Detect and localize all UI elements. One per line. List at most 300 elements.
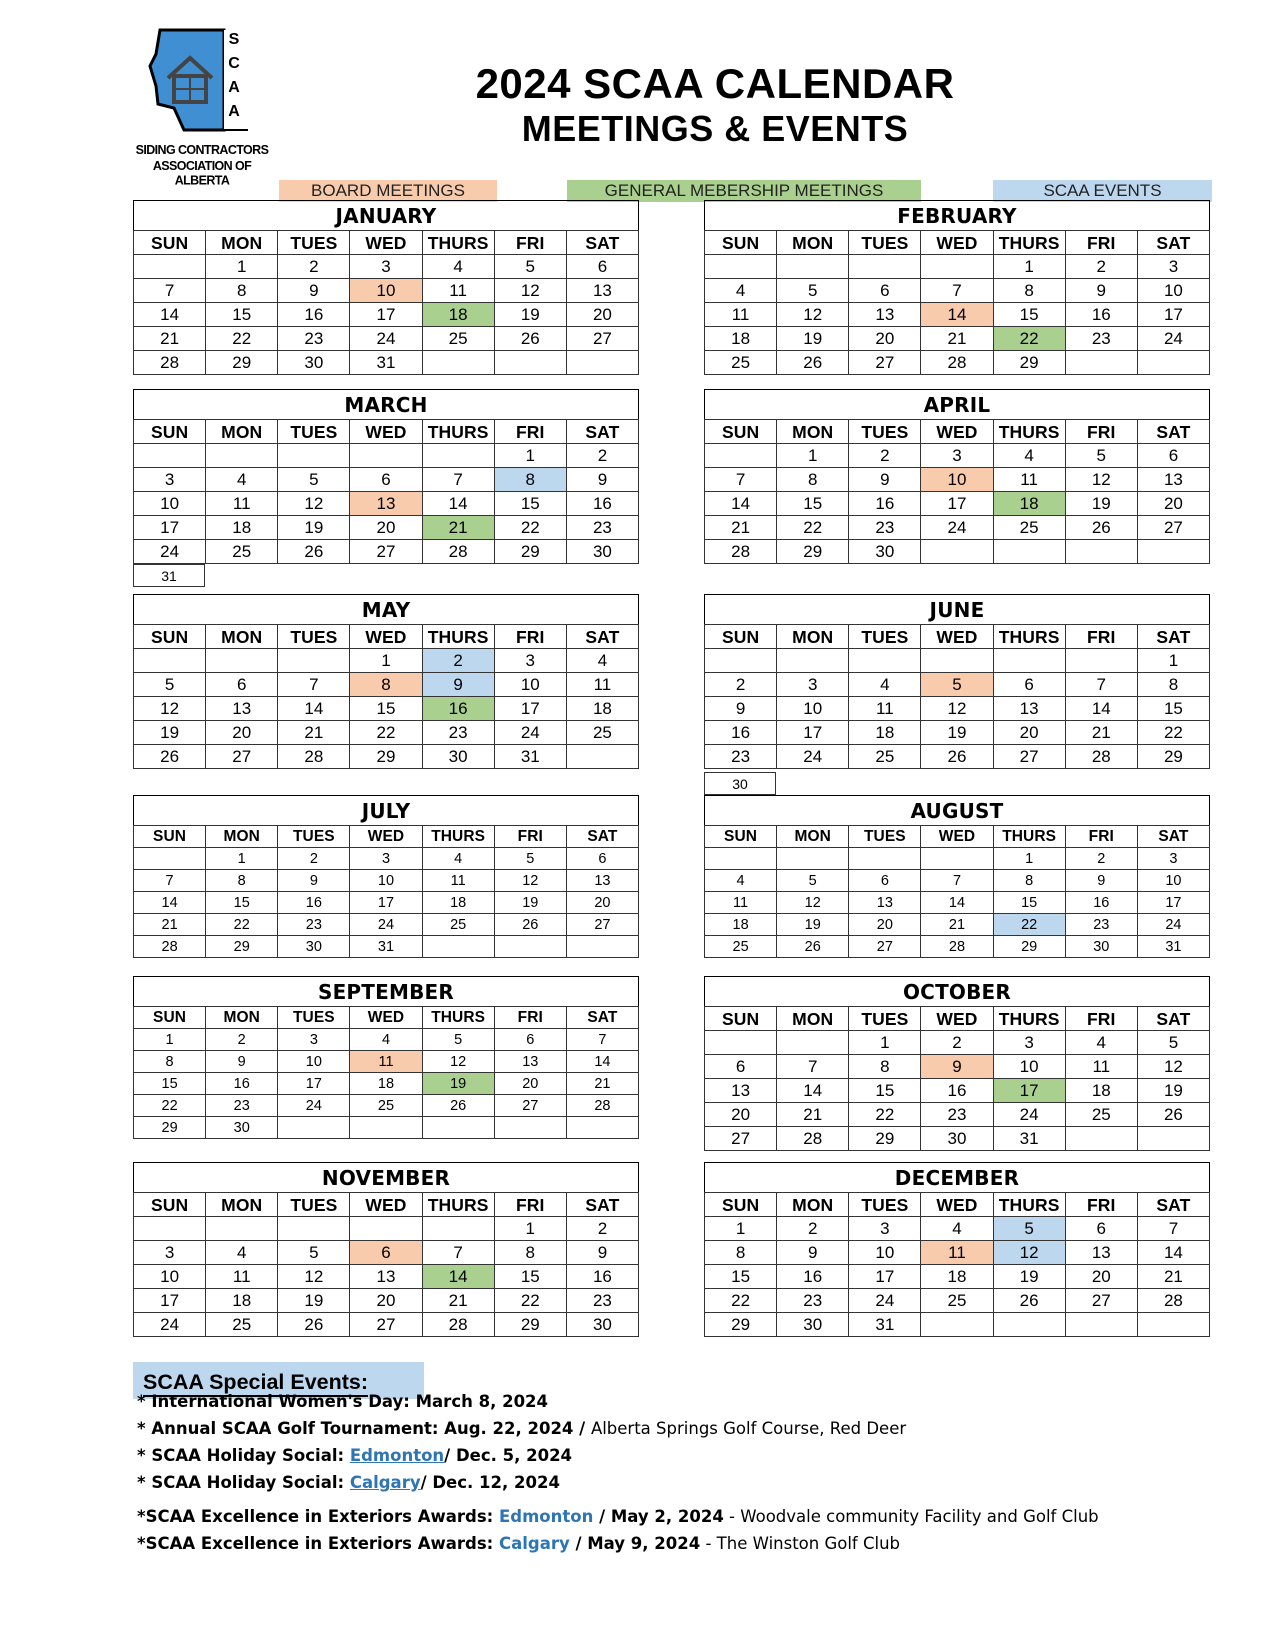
day-cell: 2 — [278, 255, 350, 279]
weekday-header: MON — [777, 231, 849, 255]
day-cell — [1065, 351, 1137, 375]
day-cell: 23 — [566, 516, 638, 540]
month-may — [133, 594, 639, 769]
day-cell: 28 — [422, 540, 494, 564]
day-cell: 8 — [206, 870, 278, 892]
event-text: / May 9, 2024 — [569, 1534, 701, 1553]
day-cell: 28 — [921, 351, 993, 375]
day-cell: 27 — [1137, 516, 1209, 540]
day-cell: 22 — [350, 721, 422, 745]
day-cell: 31 — [993, 1127, 1065, 1151]
day-cell — [705, 848, 777, 870]
day-cell: 9 — [849, 468, 921, 492]
day-cell: 27 — [350, 1313, 422, 1337]
day-cell: 4 — [566, 649, 638, 673]
day-cell: 10 — [849, 1241, 921, 1265]
city-link[interactable]: Calgary — [349, 1473, 421, 1492]
day-cell: 2 — [566, 1217, 638, 1241]
weekday-header: TUES — [278, 1193, 350, 1217]
city-link: Calgary — [499, 1534, 570, 1553]
weekday-header: MON — [206, 231, 278, 255]
event-text: * Annual SCAA Golf Tournament: Aug. 22, 2024 / — [137, 1419, 591, 1438]
day-cell: 10 — [278, 1051, 350, 1073]
day-cell: 6 — [993, 673, 1065, 697]
day-cell: 1 — [993, 848, 1065, 870]
day-cell — [849, 649, 921, 673]
day-cell — [566, 745, 638, 769]
day-cell: 23 — [206, 1095, 278, 1117]
day-cell: 20 — [206, 721, 278, 745]
weekday-header: TUES — [278, 231, 350, 255]
day-cell — [494, 936, 566, 958]
day-cell: 17 — [849, 1265, 921, 1289]
day-cell: 27 — [705, 1127, 777, 1151]
event-text: Alberta Springs Golf Course, Red Deer — [590, 1419, 907, 1438]
event-text: / May 2, 2024 — [593, 1507, 724, 1526]
weekday-header: MON — [206, 625, 278, 649]
day-cell — [422, 1217, 494, 1241]
day-cell: 11 — [705, 303, 777, 327]
weekday-header: SAT — [566, 625, 638, 649]
day-cell: 26 — [777, 936, 849, 958]
day-cell — [1137, 1127, 1209, 1151]
day-cell: 19 — [921, 721, 993, 745]
day-cell: 8 — [494, 1241, 566, 1265]
day-cell — [921, 848, 993, 870]
june-extra-day: 30 — [704, 772, 776, 795]
day-cell: 4 — [206, 1241, 278, 1265]
day-cell: 25 — [566, 721, 638, 745]
day-cell: 1 — [1137, 649, 1209, 673]
month-title: FEBRUARY — [704, 200, 1210, 230]
day-cell: 16 — [849, 492, 921, 516]
day-cell: 1 — [494, 1217, 566, 1241]
day-cell: 25 — [350, 1095, 422, 1117]
day-cell: 25 — [422, 327, 494, 351]
day-cell: 15 — [1137, 697, 1209, 721]
day-cell: 9 — [566, 468, 638, 492]
weekday-header: FRI — [494, 625, 566, 649]
day-cell: 4 — [921, 1217, 993, 1241]
day-cell: 2 — [566, 444, 638, 468]
day-cell: 28 — [1137, 1289, 1209, 1313]
day-cell: 27 — [849, 936, 921, 958]
day-cell: 26 — [134, 745, 206, 769]
day-cell: 29 — [993, 351, 1065, 375]
day-cell: 4 — [350, 1029, 422, 1051]
day-cell: 4 — [206, 468, 278, 492]
weekday-header: MON — [206, 420, 278, 444]
day-cell: 30 — [921, 1127, 993, 1151]
day-cell — [1065, 1313, 1137, 1337]
logo-letter-s: S — [228, 31, 240, 48]
day-cell: 22 — [993, 327, 1065, 351]
weekday-header: SAT — [566, 1193, 638, 1217]
day-cell: 12 — [494, 870, 566, 892]
day-cell: 21 — [134, 914, 206, 936]
weekday-header: WED — [921, 1193, 993, 1217]
day-cell: 22 — [1137, 721, 1209, 745]
day-cell — [705, 255, 777, 279]
day-cell: 21 — [566, 1073, 638, 1095]
day-cell: 18 — [1065, 1079, 1137, 1103]
day-cell — [993, 540, 1065, 564]
day-cell: 29 — [494, 1313, 566, 1337]
day-cell: 14 — [566, 1051, 638, 1073]
day-cell: 24 — [134, 1313, 206, 1337]
day-cell — [494, 1117, 566, 1139]
day-cell: 15 — [206, 303, 278, 327]
day-cell: 11 — [422, 870, 494, 892]
day-cell: 20 — [849, 914, 921, 936]
special-events-title: SCAA Special Events: — [133, 1362, 424, 1399]
day-cell: 8 — [993, 279, 1065, 303]
day-cell: 4 — [705, 870, 777, 892]
day-cell: 21 — [1065, 721, 1137, 745]
day-cell: 9 — [278, 279, 350, 303]
day-cell — [350, 444, 422, 468]
legend-scaa-events: SCAA EVENTS — [993, 180, 1212, 202]
day-cell: 7 — [1065, 673, 1137, 697]
day-cell: 8 — [494, 468, 566, 492]
day-cell: 28 — [134, 936, 206, 958]
day-cell: 31 — [350, 351, 422, 375]
weekday-header: MON — [206, 826, 278, 848]
day-cell: 9 — [422, 673, 494, 697]
weekday-header: SUN — [705, 420, 777, 444]
day-cell: 29 — [1137, 745, 1209, 769]
day-cell — [422, 444, 494, 468]
day-cell: 5 — [777, 279, 849, 303]
day-cell: 10 — [494, 673, 566, 697]
day-cell: 18 — [206, 516, 278, 540]
day-cell: 4 — [849, 673, 921, 697]
day-cell: 11 — [993, 468, 1065, 492]
day-cell: 15 — [705, 1265, 777, 1289]
month-title: NOVEMBER — [133, 1162, 639, 1192]
day-cell: 19 — [134, 721, 206, 745]
day-cell: 2 — [849, 444, 921, 468]
day-cell: 18 — [350, 1073, 422, 1095]
day-cell: 12 — [993, 1241, 1065, 1265]
day-cell: 20 — [849, 327, 921, 351]
day-cell: 3 — [849, 1217, 921, 1241]
day-cell: 21 — [921, 327, 993, 351]
day-cell: 28 — [278, 745, 350, 769]
day-cell: 8 — [705, 1241, 777, 1265]
logo-letter-a2: A — [228, 103, 240, 120]
day-cell: 8 — [134, 1051, 206, 1073]
day-cell: 26 — [494, 914, 566, 936]
weekday-header: THURS — [993, 625, 1065, 649]
day-cell: 17 — [1137, 303, 1209, 327]
day-cell: 21 — [1137, 1265, 1209, 1289]
day-cell: 13 — [494, 1051, 566, 1073]
weekday-header: MON — [206, 1193, 278, 1217]
city-link[interactable]: Edmonton — [349, 1446, 445, 1465]
weekday-header: SUN — [134, 1007, 206, 1029]
day-cell: 28 — [422, 1313, 494, 1337]
day-cell: 19 — [422, 1073, 494, 1095]
weekday-header: FRI — [1065, 231, 1137, 255]
day-cell: 14 — [422, 492, 494, 516]
day-cell: 28 — [1065, 745, 1137, 769]
day-cell — [849, 848, 921, 870]
day-cell: 11 — [1065, 1055, 1137, 1079]
day-cell: 10 — [350, 279, 422, 303]
day-cell — [777, 1031, 849, 1055]
page-title: 2024 SCAA CALENDAR — [475, 60, 955, 107]
month-july — [133, 795, 639, 958]
day-cell: 19 — [494, 303, 566, 327]
day-cell: 26 — [993, 1289, 1065, 1313]
day-cell: 8 — [777, 468, 849, 492]
weekday-header: WED — [350, 826, 422, 848]
day-cell: 10 — [350, 870, 422, 892]
day-cell: 30 — [777, 1313, 849, 1337]
day-cell: 27 — [566, 327, 638, 351]
weekday-header: FRI — [1065, 826, 1137, 848]
day-cell: 16 — [1065, 892, 1137, 914]
day-cell: 1 — [705, 1217, 777, 1241]
day-cell: 2 — [422, 649, 494, 673]
day-cell: 23 — [422, 721, 494, 745]
day-cell: 28 — [921, 936, 993, 958]
weekday-header: THURS — [422, 1193, 494, 1217]
month-november — [133, 1162, 639, 1337]
day-cell: 3 — [1137, 848, 1209, 870]
day-cell — [134, 649, 206, 673]
day-cell: 23 — [777, 1289, 849, 1313]
day-cell: 27 — [566, 914, 638, 936]
day-cell: 3 — [993, 1031, 1065, 1055]
day-cell — [422, 936, 494, 958]
day-cell: 19 — [777, 914, 849, 936]
month-title: MARCH — [133, 389, 639, 419]
scaa-logo — [128, 26, 276, 188]
day-cell: 6 — [705, 1055, 777, 1079]
day-cell: 22 — [494, 1289, 566, 1313]
weekday-header: MON — [206, 1007, 278, 1029]
day-cell: 14 — [278, 697, 350, 721]
day-cell: 28 — [705, 540, 777, 564]
weekday-header: THURS — [993, 826, 1065, 848]
day-cell — [777, 255, 849, 279]
special-event-5 — [137, 1507, 1099, 1526]
day-cell — [566, 936, 638, 958]
day-cell: 12 — [921, 697, 993, 721]
weekday-header: MON — [777, 420, 849, 444]
day-cell: 11 — [566, 673, 638, 697]
day-cell — [1137, 540, 1209, 564]
day-cell: 18 — [993, 492, 1065, 516]
weekday-header: WED — [921, 625, 993, 649]
month-september — [133, 976, 639, 1139]
day-cell: 18 — [849, 721, 921, 745]
day-cell — [777, 848, 849, 870]
day-cell: 30 — [206, 1117, 278, 1139]
day-cell: 4 — [1065, 1031, 1137, 1055]
logo-letter-a1: A — [228, 79, 240, 96]
day-cell: 10 — [993, 1055, 1065, 1079]
month-january — [133, 200, 639, 375]
day-cell: 4 — [422, 848, 494, 870]
day-cell: 25 — [705, 351, 777, 375]
day-cell: 16 — [921, 1079, 993, 1103]
weekday-header: SUN — [705, 1193, 777, 1217]
day-cell: 18 — [422, 892, 494, 914]
day-cell: 17 — [1137, 892, 1209, 914]
day-cell: 21 — [777, 1103, 849, 1127]
weekday-header: WED — [921, 231, 993, 255]
day-cell: 22 — [849, 1103, 921, 1127]
weekday-header: TUES — [849, 1193, 921, 1217]
day-cell: 16 — [1065, 303, 1137, 327]
day-cell: 28 — [134, 351, 206, 375]
day-cell: 19 — [1137, 1079, 1209, 1103]
weekday-header: SUN — [705, 231, 777, 255]
day-cell — [921, 540, 993, 564]
day-cell: 12 — [422, 1051, 494, 1073]
day-cell: 23 — [849, 516, 921, 540]
month-title: AUGUST — [704, 795, 1210, 825]
day-cell: 3 — [134, 1241, 206, 1265]
event-text: - Woodvale community Facility and Golf Club — [723, 1507, 1099, 1526]
day-cell: 1 — [993, 255, 1065, 279]
day-cell — [278, 1117, 350, 1139]
page-subtitle: MEETINGS & EVENTS — [521, 108, 909, 149]
day-cell: 26 — [278, 540, 350, 564]
day-cell: 26 — [422, 1095, 494, 1117]
day-cell: 25 — [206, 1313, 278, 1337]
day-cell: 8 — [206, 279, 278, 303]
day-cell — [705, 1031, 777, 1055]
day-cell: 8 — [849, 1055, 921, 1079]
weekday-header: SAT — [1137, 826, 1209, 848]
day-cell — [993, 1313, 1065, 1337]
day-cell: 9 — [1065, 870, 1137, 892]
day-cell: 15 — [206, 892, 278, 914]
day-cell: 25 — [705, 936, 777, 958]
day-cell: 16 — [566, 1265, 638, 1289]
day-cell: 13 — [705, 1079, 777, 1103]
day-cell: 3 — [350, 848, 422, 870]
month-title: JUNE — [704, 594, 1210, 624]
day-cell — [1137, 1313, 1209, 1337]
weekday-header: THURS — [422, 231, 494, 255]
month-august — [704, 795, 1210, 958]
legend-board-meetings: BOARD MEETINGS — [279, 180, 497, 202]
weekday-header: THURS — [422, 420, 494, 444]
day-cell: 20 — [705, 1103, 777, 1127]
day-cell: 14 — [1137, 1241, 1209, 1265]
day-cell: 18 — [422, 303, 494, 327]
day-cell: 6 — [206, 673, 278, 697]
day-cell: 7 — [705, 468, 777, 492]
day-cell: 5 — [993, 1217, 1065, 1241]
day-cell: 15 — [993, 892, 1065, 914]
day-cell: 14 — [921, 303, 993, 327]
weekday-header: WED — [350, 231, 422, 255]
month-title: APRIL — [704, 389, 1210, 419]
day-cell: 7 — [422, 1241, 494, 1265]
day-cell: 5 — [494, 848, 566, 870]
day-cell: 6 — [566, 255, 638, 279]
weekday-header: FRI — [1065, 1007, 1137, 1031]
day-cell: 21 — [705, 516, 777, 540]
day-cell: 1 — [350, 649, 422, 673]
day-cell: 23 — [278, 327, 350, 351]
day-cell: 10 — [1137, 279, 1209, 303]
weekday-header: SAT — [1137, 1007, 1209, 1031]
day-cell: 19 — [993, 1265, 1065, 1289]
month-december — [704, 1162, 1210, 1337]
day-cell: 5 — [278, 468, 350, 492]
day-cell — [134, 444, 206, 468]
day-cell: 21 — [134, 327, 206, 351]
weekday-header: WED — [921, 1007, 993, 1031]
day-cell: 7 — [422, 468, 494, 492]
day-cell: 16 — [278, 892, 350, 914]
day-cell: 18 — [921, 1265, 993, 1289]
special-event-2 — [137, 1419, 906, 1438]
day-cell: 6 — [1137, 444, 1209, 468]
day-cell: 25 — [1065, 1103, 1137, 1127]
day-cell: 19 — [1065, 492, 1137, 516]
weekday-header: SUN — [134, 231, 206, 255]
day-cell — [134, 255, 206, 279]
day-cell: 9 — [705, 697, 777, 721]
day-cell — [1137, 351, 1209, 375]
weekday-header: TUES — [278, 420, 350, 444]
day-cell — [350, 1117, 422, 1139]
day-cell: 18 — [705, 914, 777, 936]
day-cell: 26 — [921, 745, 993, 769]
day-cell: 11 — [422, 279, 494, 303]
day-cell: 5 — [921, 673, 993, 697]
day-cell: 20 — [1137, 492, 1209, 516]
day-cell: 7 — [777, 1055, 849, 1079]
day-cell: 15 — [350, 697, 422, 721]
event-text: *SCAA Excellence in Exteriors Awards: — [137, 1507, 499, 1526]
day-cell: 13 — [1065, 1241, 1137, 1265]
day-cell: 17 — [494, 697, 566, 721]
month-title: MAY — [133, 594, 639, 624]
day-cell: 16 — [705, 721, 777, 745]
day-cell: 26 — [1065, 516, 1137, 540]
day-cell: 21 — [278, 721, 350, 745]
day-cell: 29 — [350, 745, 422, 769]
day-cell: 13 — [566, 279, 638, 303]
day-cell: 13 — [1137, 468, 1209, 492]
day-cell: 7 — [921, 279, 993, 303]
special-event-6 — [137, 1534, 900, 1553]
day-cell: 14 — [921, 892, 993, 914]
day-cell: 20 — [566, 303, 638, 327]
day-cell: 16 — [278, 303, 350, 327]
weekday-header: TUES — [849, 826, 921, 848]
day-cell — [1065, 540, 1137, 564]
day-cell: 29 — [849, 1127, 921, 1151]
day-cell: 17 — [278, 1073, 350, 1095]
day-cell: 23 — [705, 745, 777, 769]
weekday-header: TUES — [849, 1007, 921, 1031]
day-cell: 31 — [494, 745, 566, 769]
day-cell: 6 — [350, 1241, 422, 1265]
day-cell: 24 — [1137, 327, 1209, 351]
day-cell: 1 — [206, 848, 278, 870]
weekday-header: WED — [921, 420, 993, 444]
